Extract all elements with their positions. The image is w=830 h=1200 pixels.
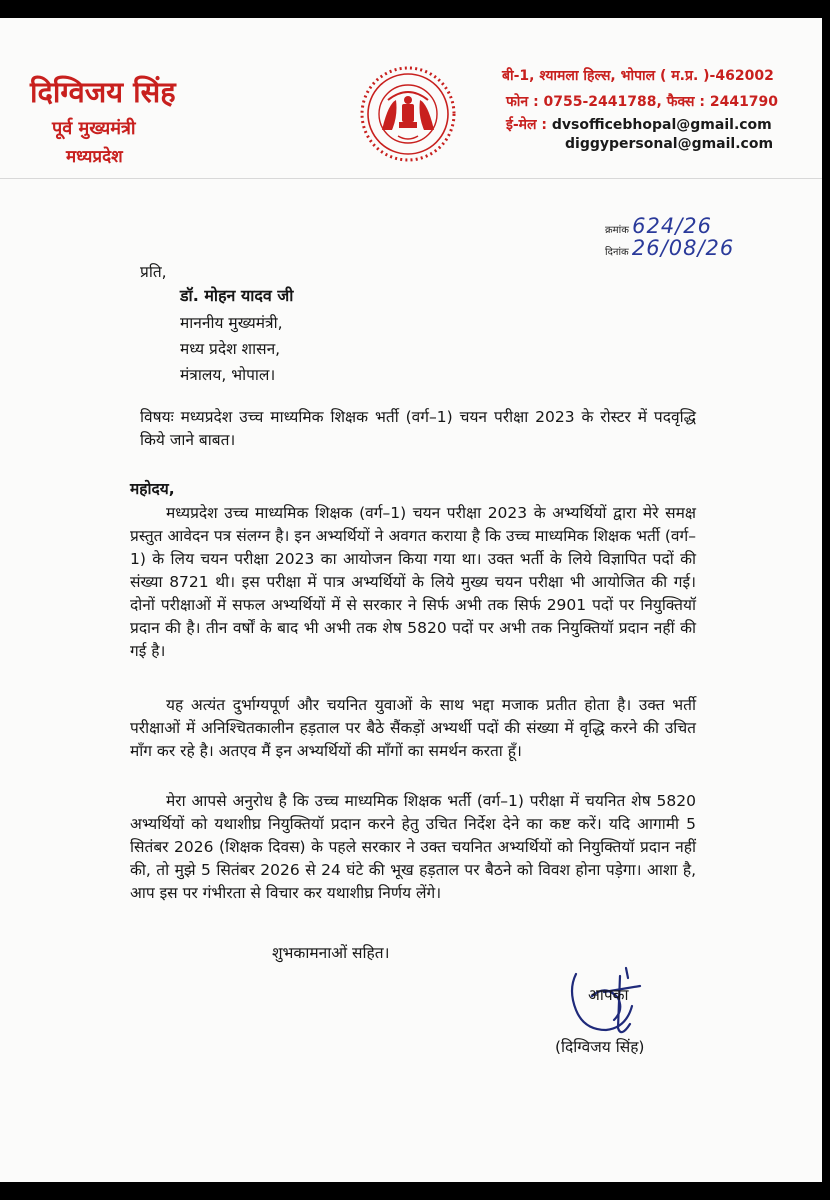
reference-date-label: दिनांक bbox=[605, 247, 629, 258]
sender-address: बी-1, श्यामला हिल्स, भोपाल ( म.प्र. )-462002 bbox=[502, 68, 774, 84]
reference-number-label: क्रमांक bbox=[605, 225, 629, 236]
body-paragraph: मध्यप्रदेश उच्च माध्यमिक शिक्षक (वर्ग–1) चयन परीक्षा 2023 के अभ्यर्थियों द्वारा मेरे समक्ष प्रस्तुत आवेदन पत्र संलग्न है। इन अभ्यर्थियों ने अवगत कराया है कि उच्च माध्यमिक शिक्षक भर्ती (वर्ग–1) के लिय चयन परीक्षा 2023 का आयोजन किया गया था। उक्त भर्ती के लिये विज्ञापित पदों की संख्या 8721 थी। इस परीक्षा में पात्र अभ्यर्थियों के लिये मुख्य चयन परीक्षा भी आयोजित की गई। दोनों परीक्षाओं में सफल अभ्यर्थियों में से सरकार ने सिर्फ अभी तक सिर्फ 2901 पदों पर नियुक्तियॉ प्रदान की है। तीन वर्षों के बाद भी अभी तक शेष 5820 पदों पर अभी तक नियुक्तियॉ प्रदान नहीं की गई है। bbox=[130, 504, 696, 660]
state-emblem-seal bbox=[358, 64, 458, 164]
body-paragraph: यह अत्यंत दुर्भाग्यपूर्ण और चयनित युवाओं के साथ भद्दा मजाक प्रतीत होता है। उक्त भर्ती परीक्षाओं में अनिश्चितकालीन हड़ताल पर बैठे सैंकड़ों अभ्यर्थी पदों की संख्या में वृद्धि करने की उचित मॉंग कर रहे है। अतएव मैं इन अभ्यर्थियों की मॉंगों का समर्थन करता हूँ। bbox=[130, 696, 696, 760]
recipient-office: मध्य प्रदेश शासन, bbox=[180, 340, 281, 358]
sender-name: दिग्विजय सिंह bbox=[30, 75, 176, 109]
recipient-name: डॉ. मोहन यादव जी bbox=[180, 286, 294, 305]
letter-page bbox=[0, 18, 822, 1182]
reference-number: 624/26 bbox=[632, 214, 713, 238]
sender-state: मध्यप्रदेश bbox=[66, 147, 123, 167]
recipient-location: मंत्रालय, भोपाल। bbox=[180, 366, 276, 384]
recipient-designation: माननीय मुख्यमंत्री, bbox=[180, 314, 283, 332]
header-divider bbox=[0, 178, 822, 179]
body-paragraph: मेरा आपसे अनुरोध है कि उच्च माध्यमिक शिक्षक भर्ती (वर्ग–1) परीक्षा में चयनित शेष 5820 अभ्यर्थियों को यथाशीघ्र नियुक्तियॉ प्रदान करने हेतु उचित निर्देश देने का कष्ट करें। यदि आगामी 5 सितंबर 2026 (शिक्षक दिवस) के पहले सरकार ने उक्त चयनित अभ्यर्थियों को नियुक्तियॉ प्रदान नहीं की, तो मुझे 5 सितंबर 2026 से 24 घंटे की भूख हड़ताल पर बैठने को विवश होना पड़ेगा। आशा है, आप इस पर गंभीरता से विचार कर यथाशीघ्र निर्णय लेंगे। bbox=[130, 792, 696, 902]
reference-number-line bbox=[605, 214, 712, 238]
salutation: महोदय, bbox=[130, 480, 175, 498]
reference-date-line bbox=[605, 236, 734, 260]
email-primary: dvsofficebhopal@gmail.com bbox=[551, 117, 772, 133]
sign-off: आपका bbox=[588, 986, 629, 1004]
email-secondary: diggypersonal@gmail.com bbox=[565, 136, 774, 152]
sender-phone: फोन : 0755-2441788, फैक्स : 2441790 bbox=[506, 94, 779, 110]
email-label: ई-मेल : bbox=[506, 117, 548, 133]
sender-email-line bbox=[506, 115, 772, 134]
signatory-name: (दिग्विजय सिंह) bbox=[555, 1038, 645, 1056]
letter-subject: विषयः मध्यप्रदेश उच्च माध्यमिक शिक्षक भर्ती (वर्ग–1) चयन परीक्षा 2023 के रोस्टर में पदवृद्धि किये जाने बाबत। bbox=[140, 408, 696, 449]
recipient-to: प्रति, bbox=[140, 263, 167, 281]
closing-line: शुभकामनाओं सहित। bbox=[272, 944, 390, 962]
reference-date: 26/08/26 bbox=[631, 236, 735, 260]
sender-title: पूर्व मुख्यमंत्री bbox=[52, 118, 136, 139]
